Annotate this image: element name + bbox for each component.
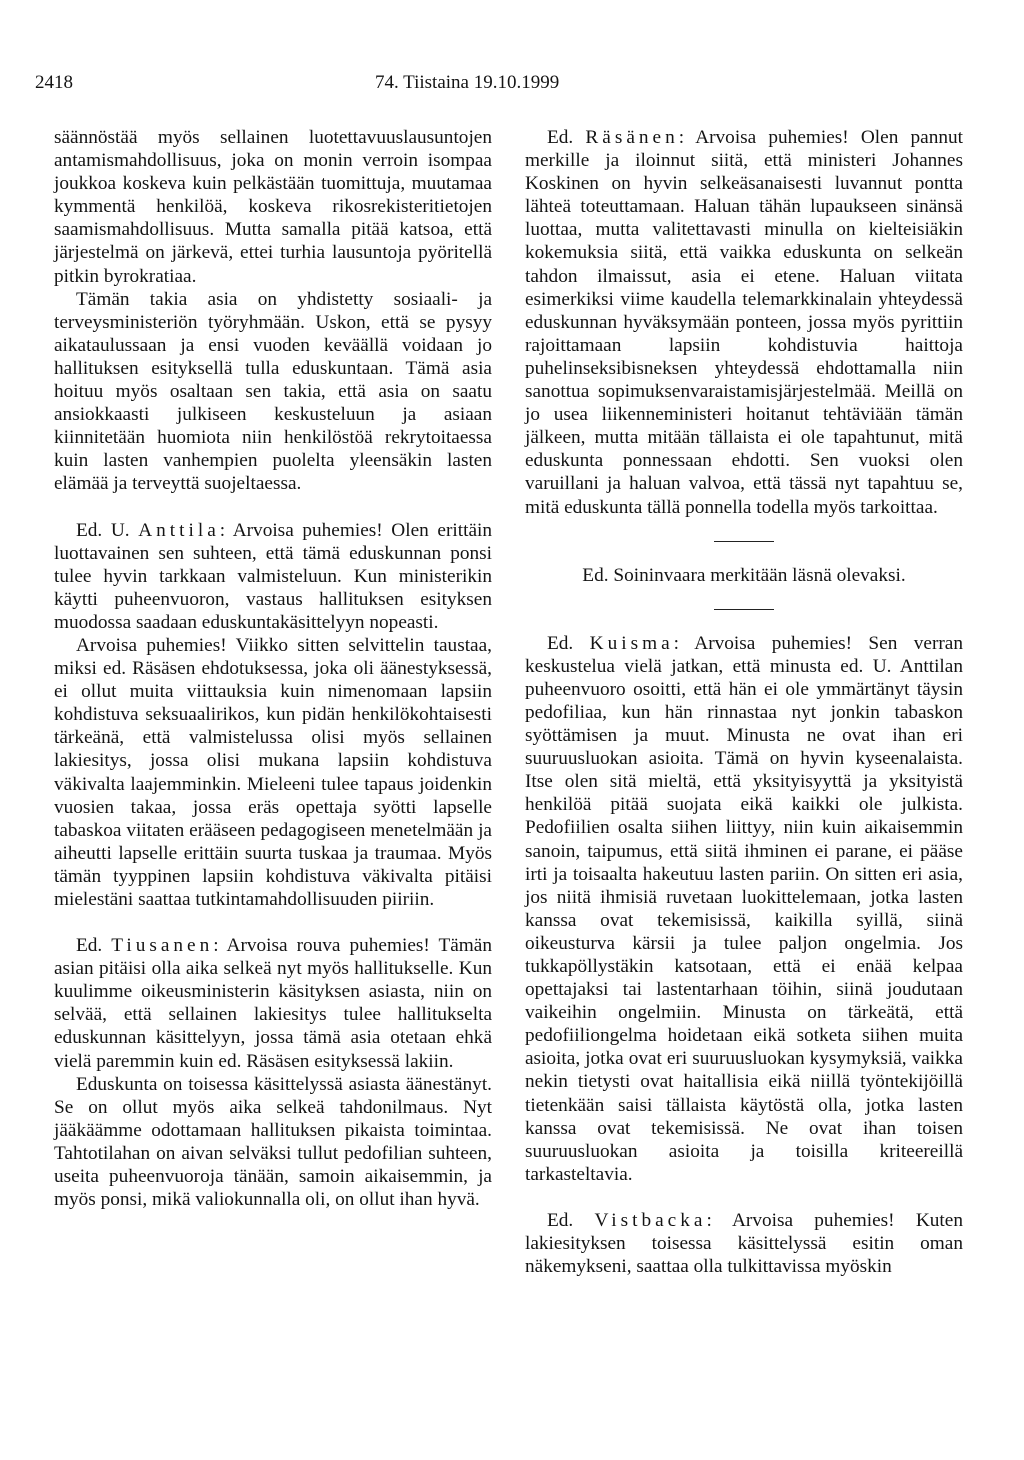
speaker-name: Anttila xyxy=(138,519,220,541)
speech-text: : Arvoisa puhemies! Olen erittäin luottavainen sen suhteen, että tämä eduskunnan ponsi tulee hyvin tarkkaan valmisteluun. Kun ministerikin käytti puheenvuoron, vastaus hallituksen esityksen muodossa saadaan eduskuntakäsittelyyn nopeasti. xyxy=(54,519,492,633)
speaker-prefix: Ed. U. xyxy=(76,519,130,541)
page-header xyxy=(35,72,989,98)
paragraph: säännöstää myös sellainen luotettavuuslausuntojen antamismahdollisuus, joka on monin verroin isompaa joukkoa koskeva kuin pelkästään tuomittuja, muutamaa kymmentä henkilöä, koskeva rikosrekisteritietojen saamismahdollisuus. Mutta samalla pitää katsoa, että järjestelmä on järkevä, ettei turhia lausuntoja pyöritellä pitkin byrokratiaa. xyxy=(54,127,492,287)
speaker-prefix: Ed. xyxy=(547,127,574,148)
separator-rule xyxy=(714,609,774,610)
paragraph: Arvoisa puhemies! Viikko sitten selvittelin taustaa, miksi ed. Räsäsen ehdotuksessa, joka oli äänestyksessä, ei ollut muita viittauksia kuin nimenomaan lapsiin kohdistuva seksuaalirikos, kun pidän henkilökohtaisesti tärkeänä, että valmistelussa olisi myös sellainen lakiesitys, jossa olisi mukana lapsiin kohdistuva väkivalta laajemminkin. Mieleeni tulee tapaus joidenkin vuosien takaa, jossa eräs opettaja syötti lapselle tabaskoa viitaten erääseen pedagogiseen menetelmään ja aiheutti lapselle erittäin suurta tuskaa ja traumaa. Myös tämän tyyppinen lapsiin kohdistuva väkivalta pitäisi mielestäni saattaa tutkintamahdollisuuden piiriin. xyxy=(54,634,492,910)
speech-text: : Arvoisa rouva puhemies! Tämän asian pitäisi olla aika selkeä nyt myös hallitukselle. Kun kuulimme oikeusministerin käsityksen asiasta, niin on selvää, että sellainen lakiesitys tulee hallitukselta eduskunnan käsittelyyn, jossa tämä asia otetaan ehkä vielä paremmin kuin ed. Räsäsen esityksessä lakiin. xyxy=(54,935,492,1072)
speaker-name: Vistbacka xyxy=(594,1209,707,1231)
speech-anttila xyxy=(54,519,492,634)
speaker-prefix: Ed. xyxy=(547,1209,574,1231)
separator-rule xyxy=(714,541,774,542)
speech-text: : Arvoisa puhemies! Sen verran keskustelua vielä jatkan, että minusta ed. U. Anttilan puheenvuoro osoitti, että hän ei ole ymmärtänyt täysin pedofiliaa, kun hän rinnastaa nyt jonkin tabaskon syöttämisen ja muut. Minusta ne ovat ihan eri suuruusluokan asioita. Tämä on hyvin kyseenalaista. Itse olen sitä mieltä, että yksityisyyttä ja yksityistä henkilöä pitää suojata eikä kaikki ole julkista. Pedofiilien osalta siihen liittyy, niin kuin aikaisemmin sanoin, taipumus, että siitä ihminen ei parane, ei pääse irti ja toisaalta hakeutuu lasten pariin. On sitten eri asia, jos niitä ihmisiä ruvetaan luokittelemaan, jotka lasten kanssa ovat tekemisissä, kaikilla syillä, siinä oikeusturva kärsii ja tulee paljon ongelmia. Jos tukkapöllystäkin katsotaan, että ei enää kelpaa opettajaksi tai lastentarhaan töihin, siinä joudutaan vaikeihin ongelmiin. Minusta on tärkeätä, että pedofiiliongelma hoidetaan eikä sotketa siihen muita asioita, jotka ovat eri suuruusluokan kysymyksiä, vaikka nekin tietysti ovat haitallisia eikä niillä työntekijöillä tietenkään saisi tällaista käytöstä olla, jotka lasten kanssa ovat tekemisissä. Ne ovat ihan toisen suuruusluokan asioita ja toisilla kriteereillä tarkasteltavia. xyxy=(525,632,963,1185)
left-column xyxy=(54,126,492,1211)
speaker-name: Räsänen xyxy=(585,127,679,148)
speech-kuisma xyxy=(525,632,963,1186)
speaker-prefix: Ed. xyxy=(76,935,103,957)
speaker-name: Tiusanen xyxy=(111,935,214,957)
issue-date: 74. Tiistaina 19.10.1999 xyxy=(375,72,560,93)
speech-text: : Arvoisa puhemies! Olen pannut merkille ja iloinnut siitä, että ministeri Johannes Koskinen on hyvin selkeäsanaisesti luvannut pontta lähteä toteuttamaan. Haluan tähän lupaukseen sinänsä luottaa, mutta valitettavasti minulla on kielteisiäkin kokemuksia siitä, että vaikka eduskunta on selkeän tahdon ilmaissut, asia ei etene. Haluan viitata esimerkiksi viime kaudella telemarkkinalain yhteydessä eduskunnan hyväksymään ponteen, jossa myös pyrittiin rajoittamaan lapsiin kohdistuvia haittoja puhelinseksibisneksen yhteydessä ehdottamalla niin sanottua sopimuksenvaraistamisjärjestelmää. Meillä on jo usea liikenneministeri hoitanut tehtäviään tämän jälkeen, mutta mitään tällaista ei ole tapahtunut, mitä eduskunta ponnessaan ehdotti. Sen vuoksi olen varuillani ja haluan valvoa, että tässä nyt tapahtuu se, mitä eduskunta tällä ponnella todella myös tarkoittaa. xyxy=(525,127,963,518)
page-number: 2418 xyxy=(35,72,73,93)
speech-text: : Arvoisa puhemies! Kuten lakiesityksen toisessa käsittelyssä esitin oman näkemykseni, saattaa olla tulkittavissa myöskin xyxy=(525,1209,963,1278)
right-column xyxy=(525,126,963,1278)
speech-vistbacka xyxy=(525,1209,963,1278)
speech-rasanen xyxy=(525,126,963,519)
speaker-name: Kuisma xyxy=(589,632,674,654)
speaker-prefix: Ed. xyxy=(547,632,574,654)
attendance-note: Ed. Soininvaara merkitään läsnä olevaksi. xyxy=(582,564,906,586)
paragraph: Eduskunta on toisessa käsittelyssä asiasta äänestänyt. Se on ollut myös aika selkeä tahdonilmaus. Nyt jääkäämme odottamaan hallituksen pikaista toimintaa. Tahtotilahan on aivan selväksi tullut pedofilian suhteen, useita puheenvuoroja tänään, samoin aikaisemmin, ja myös ponsi, mikä valiokunnalla oli, on ollut ihan hyvä. xyxy=(54,1073,492,1211)
paragraph: Tämän takia asia on yhdistetty sosiaali- ja terveysministeriön työryhmään. Uskon, että se pysyy aikataulussaan ja ensi vuoden keväällä voidaan jo hallituksen esityksellä tulla eduskuntaan. Tämä asia hoituu myös osaltaan sen takia, että asia on saatu ansiokkaasti julkiseen keskusteluun ja asiaan kiinnitetään huomiota niin henkilöstöä rekrytoitaessa kuin lasten vanhempien puolelta yleensäkin lasten elämää ja terveyttä suojeltaessa. xyxy=(54,288,492,495)
speech-tiusanen xyxy=(54,934,492,1073)
